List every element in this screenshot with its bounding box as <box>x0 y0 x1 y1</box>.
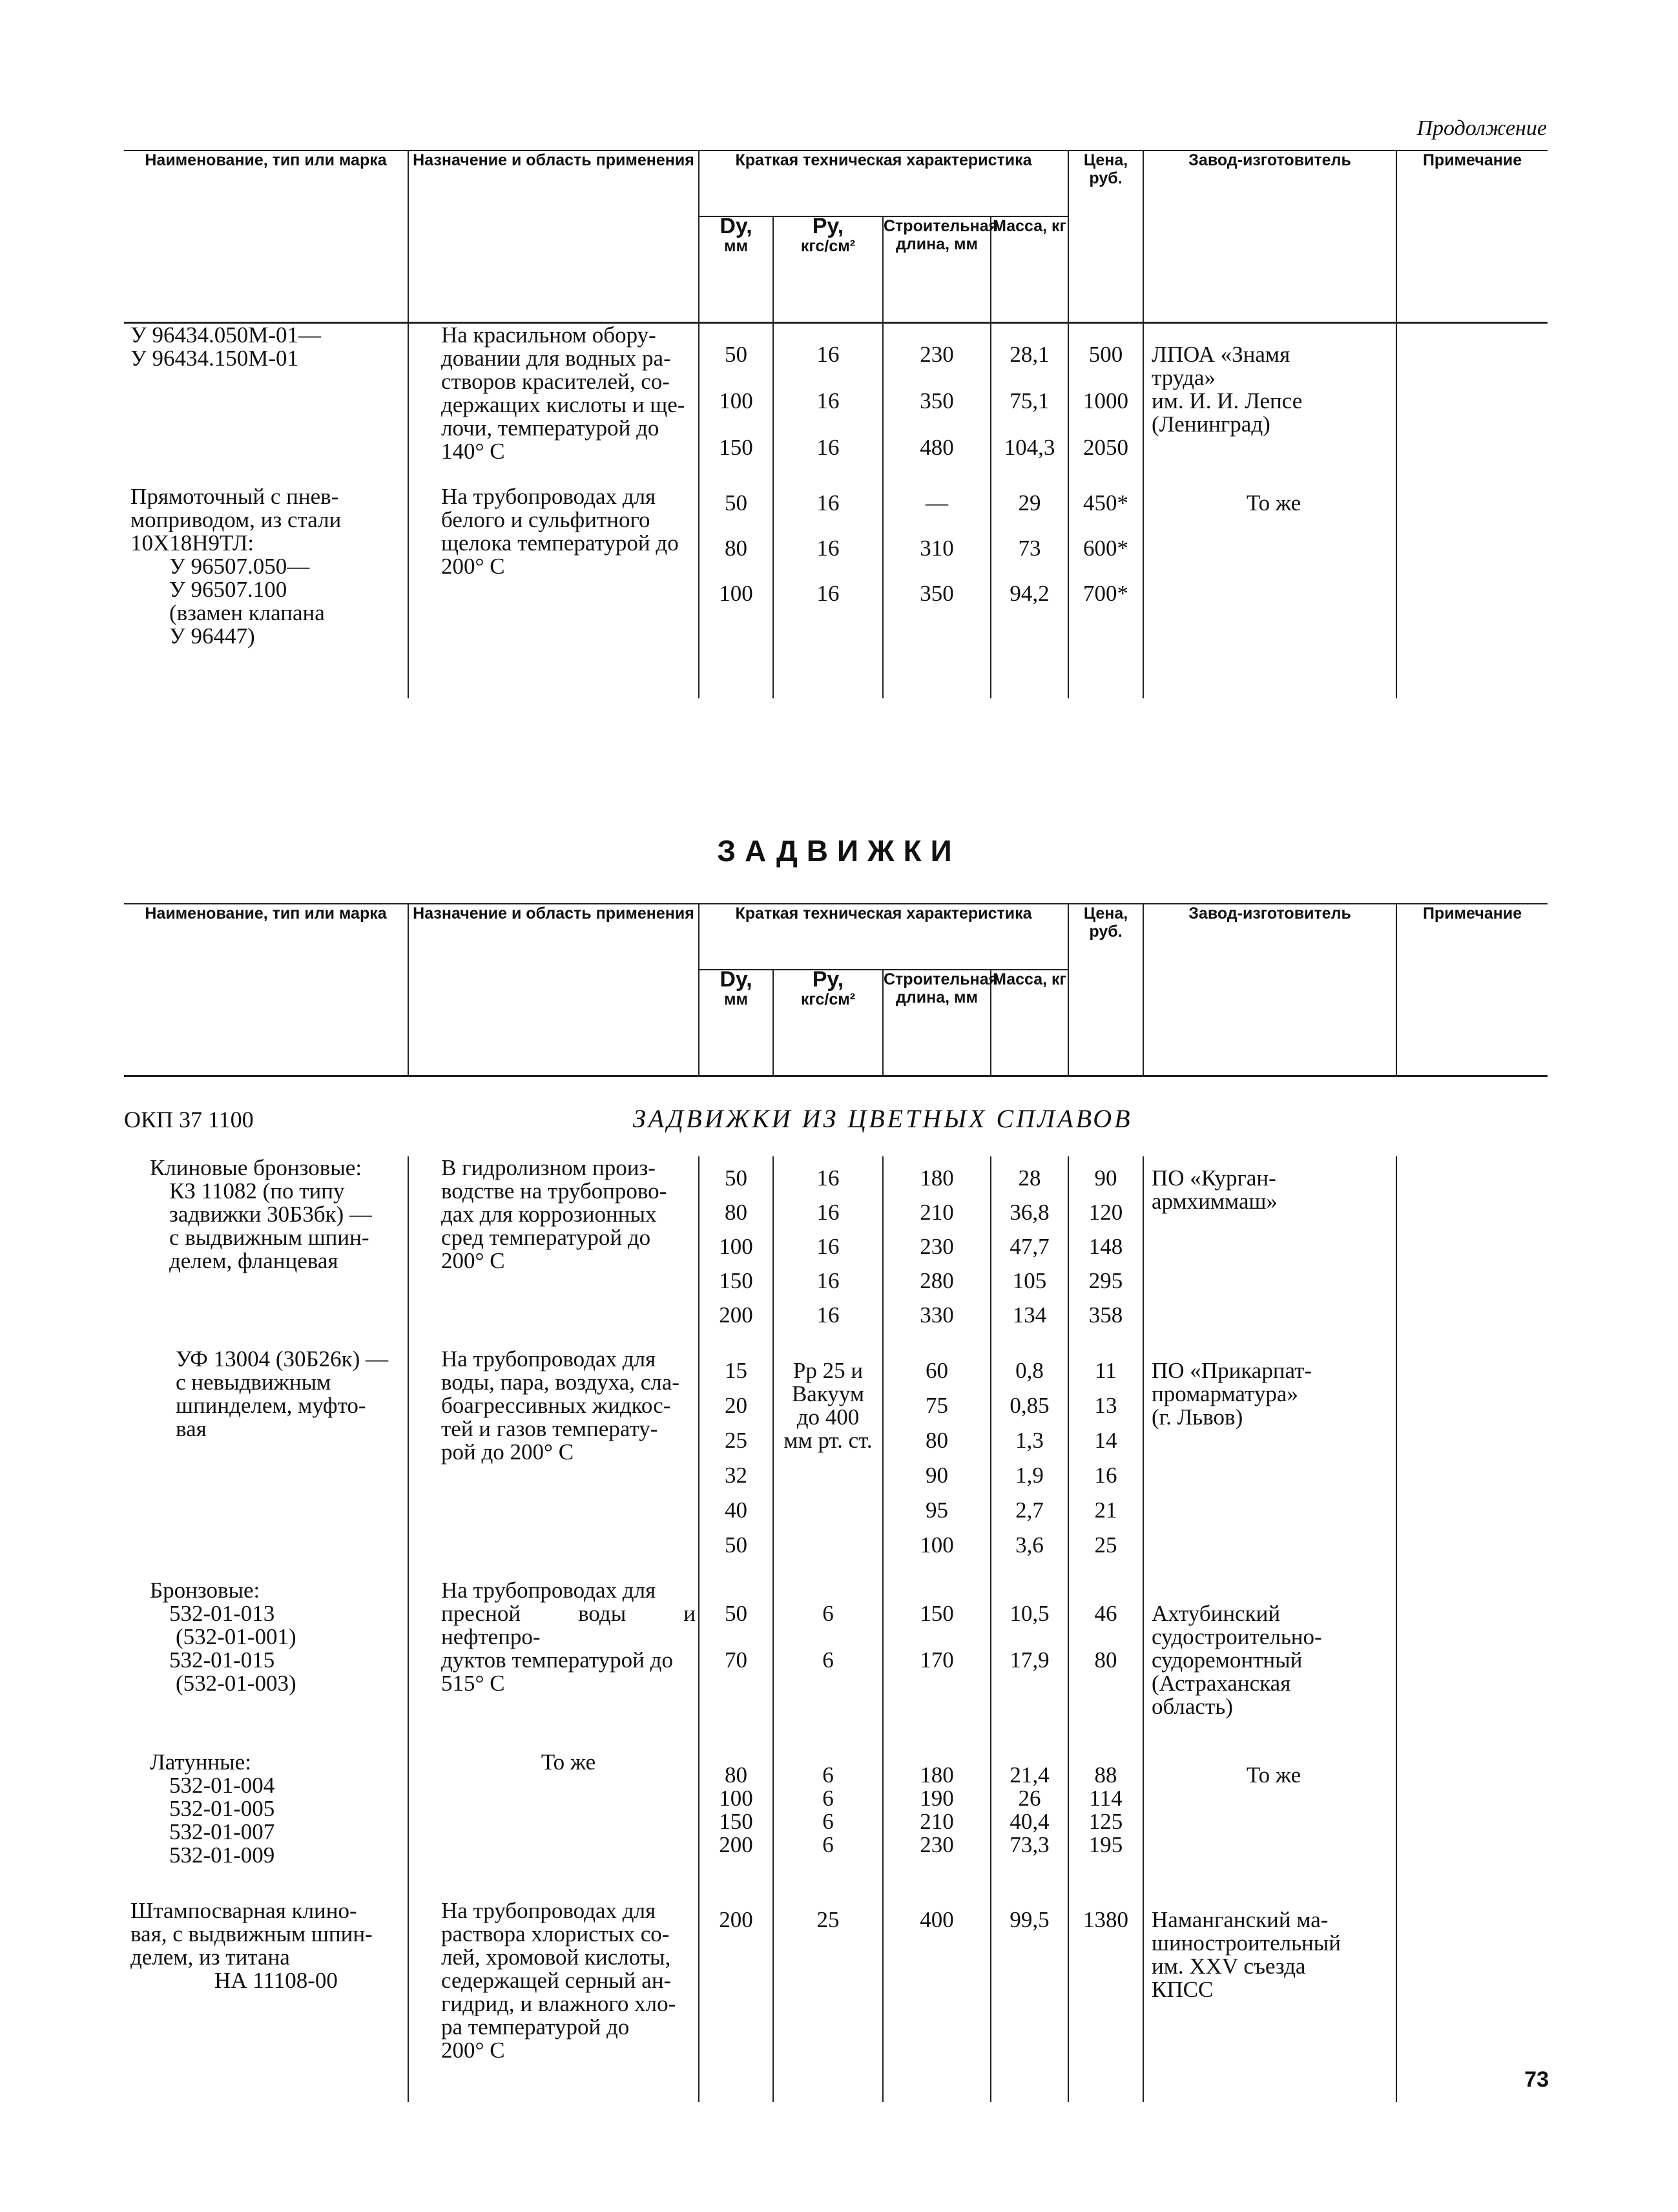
header-purpose: Назначение и область применения <box>408 904 699 1076</box>
length-value: 350 <box>920 581 954 606</box>
maker-cell <box>1143 1156 1396 1348</box>
name-value: Клиновые бронзовые: <box>150 1155 362 1180</box>
dy-cell <box>699 1751 773 1899</box>
mass-value: 105 <box>1012 1268 1047 1293</box>
purpose-value: пресной воды и нефтепро- <box>441 1601 696 1649</box>
length-value: 100 <box>920 1532 954 1558</box>
mass-value: 73,3 <box>1010 1832 1050 1857</box>
purpose-value: дуктов температурой до <box>441 1647 673 1673</box>
length-value: 90 <box>926 1463 948 1488</box>
name-value: с выдвижным шпин- <box>169 1225 369 1250</box>
maker-cell <box>1143 323 1396 486</box>
name-value: У 96434.150М-01 <box>130 346 299 371</box>
mass-value: 134 <box>1012 1302 1047 1328</box>
purpose-value: довании для водных ра- <box>441 346 671 371</box>
purpose-value: На трубопроводах для <box>441 1346 656 1372</box>
name-value: У 96447) <box>169 623 255 649</box>
name-value: 532-01-004 <box>169 1773 275 1798</box>
dy-value: 150 <box>719 1809 753 1834</box>
name-cell <box>124 1348 408 1579</box>
dy-value: 40 <box>725 1497 747 1523</box>
length-value: 480 <box>920 435 954 460</box>
mass-value: 17,9 <box>1010 1647 1050 1673</box>
mass-cell <box>991 1348 1068 1579</box>
section-title: ЗАДВИЖКИ <box>717 834 961 868</box>
dy-cell <box>699 323 773 486</box>
mass-value: 36,8 <box>1010 1200 1050 1225</box>
maker-value: КПСС <box>1152 1977 1214 2002</box>
length-value: 350 <box>920 388 954 413</box>
length-cell <box>883 485 991 698</box>
py-cell <box>773 485 883 698</box>
maker-value: Ахтубинский <box>1152 1601 1281 1626</box>
py-value: 16 <box>816 490 840 516</box>
maker-cell <box>1143 1751 1396 1899</box>
dy-value: 200 <box>719 1302 753 1328</box>
mass-value: 0,85 <box>1010 1393 1050 1418</box>
py-value: 6 <box>822 1832 834 1857</box>
price-cell <box>1068 1579 1143 1751</box>
name-value: У 96507.050— <box>169 554 310 579</box>
name-value: У 96434.050М-01— <box>130 322 322 348</box>
purpose-cell <box>408 1899 699 2102</box>
maker-value: (Астраханская <box>1152 1671 1291 1696</box>
table-row <box>124 1579 1548 1751</box>
purpose-value: воды, пара, воздуха, сла- <box>441 1370 679 1395</box>
header-price: Цена, руб. <box>1068 904 1143 1076</box>
purpose-value: ра температурой до <box>441 2014 630 2040</box>
header-py: Pу, кгс/см² <box>773 216 883 323</box>
price-cell <box>1068 1348 1143 1579</box>
purpose-value: боагрессивных жидкос- <box>441 1393 671 1418</box>
price-cell <box>1068 1156 1143 1348</box>
dy-value: 50 <box>725 490 747 516</box>
header-name: Наименование, тип или марка <box>124 904 408 1076</box>
py-value: 25 <box>816 1907 840 1932</box>
header-py: Pу, кгс/см² <box>773 970 883 1076</box>
mass-value: 73 <box>1018 536 1041 561</box>
mass-value: 0,8 <box>1015 1358 1044 1383</box>
price-value: 600* <box>1083 536 1129 561</box>
purpose-value: На трубопроводах для <box>441 1578 656 1603</box>
price-value: 114 <box>1089 1786 1123 1811</box>
name-value: Бронзовые: <box>150 1578 260 1603</box>
purpose-value: раствора хлористых со- <box>441 1921 670 1946</box>
mass-value: 10,5 <box>1010 1601 1050 1626</box>
mass-value: 26 <box>1018 1786 1041 1811</box>
maker-value: труда» <box>1152 365 1216 390</box>
length-cell <box>883 1579 991 1751</box>
purpose-value: 515° С <box>441 1671 505 1696</box>
dy-cell <box>699 1156 773 1348</box>
header-mass: Масса, кг <box>991 970 1068 1076</box>
purpose-value: водстве на трубопрово- <box>441 1178 667 1204</box>
name-cell <box>124 485 408 698</box>
mass-value: 99,5 <box>1010 1907 1050 1932</box>
price-value: 1000 <box>1083 388 1129 413</box>
dy-value: 20 <box>725 1393 747 1418</box>
purpose-value: лочи, температурой до <box>441 415 659 441</box>
name-value: шпинделем, муфто- <box>176 1393 366 1418</box>
price-cell <box>1068 1751 1143 1899</box>
table-row <box>124 1156 1548 1348</box>
dy-value: 100 <box>719 1234 753 1259</box>
length-value: 210 <box>920 1809 954 1834</box>
name-cell <box>124 1156 408 1348</box>
name-value: У 96507.100 <box>169 577 287 602</box>
purpose-value: рой до 200° С <box>441 1439 574 1465</box>
name-value: (532-01-001) <box>176 1624 296 1649</box>
py-value: 16 <box>816 536 840 561</box>
maker-value: ЛПОА «Знамя <box>1152 342 1290 367</box>
length-value: 190 <box>920 1786 954 1811</box>
purpose-value: белого и сульфитного <box>441 507 650 532</box>
py-value: 16 <box>816 342 840 367</box>
maker-value: судостроительно- <box>1152 1624 1322 1649</box>
header-tech-group: Краткая техническая характеристика <box>699 151 1068 216</box>
dy-value: 50 <box>725 1601 747 1626</box>
name-value: делем, из титана <box>130 1945 290 1970</box>
price-value: 125 <box>1088 1809 1123 1834</box>
purpose-value: гидрид, и влажного хло- <box>441 1991 676 2016</box>
length-value: 400 <box>920 1907 954 1932</box>
purpose-value: 140° С <box>441 439 505 464</box>
dy-cell <box>699 1899 773 2102</box>
name-value: 10Х18Н9ТЛ: <box>130 530 254 556</box>
name-value: задвижки 30Б3бк) — <box>169 1202 372 1227</box>
purpose-cell <box>408 1156 699 1348</box>
dy-value: 50 <box>725 1532 747 1558</box>
name-value: КЗ 11082 (по типу <box>169 1178 345 1204</box>
table-row <box>124 1899 1548 2102</box>
purpose-value: То же <box>541 1749 596 1775</box>
py-value: 16 <box>816 1165 840 1191</box>
py-cell <box>773 1899 883 2102</box>
length-value: 170 <box>920 1647 954 1673</box>
py-cell <box>773 1579 883 1751</box>
maker-value: им. XXV съезда <box>1152 1954 1306 1979</box>
header-dy: Dу, мм <box>699 970 773 1076</box>
py-value: 16 <box>816 1234 840 1259</box>
length-value: 180 <box>920 1165 954 1191</box>
header-maker: Завод-изготовитель <box>1143 904 1396 1076</box>
maker-value: шиностроительный <box>1152 1930 1341 1956</box>
header-tech-group: Краткая техническая характеристика <box>699 904 1068 970</box>
price-value: 14 <box>1094 1428 1117 1453</box>
price-value: 700* <box>1083 581 1129 606</box>
maker-value: область) <box>1152 1694 1233 1719</box>
dy-value: 32 <box>725 1463 747 1488</box>
valves-table <box>124 150 1548 698</box>
note-cell <box>1396 323 1548 486</box>
price-value: 21 <box>1094 1497 1117 1523</box>
mass-value: 2,7 <box>1015 1497 1044 1523</box>
mass-value: 75,1 <box>1010 388 1050 413</box>
gate-valves-body <box>124 1156 1548 2102</box>
maker-cell <box>1143 485 1396 698</box>
price-value: 1380 <box>1083 1907 1128 1932</box>
purpose-value: В гидролизном произ- <box>441 1155 656 1180</box>
name-value: вая, с выдвижным шпин- <box>130 1921 373 1946</box>
name-cell <box>124 1751 408 1899</box>
length-value: 230 <box>920 1832 954 1857</box>
price-value: 11 <box>1095 1358 1117 1383</box>
mass-value: 28,1 <box>1010 342 1050 367</box>
purpose-value: 200° С <box>441 2038 505 2063</box>
length-value: 210 <box>920 1200 954 1225</box>
maker-value: То же <box>1246 1762 1301 1788</box>
note-cell <box>1396 1751 1548 1899</box>
dy-value: 70 <box>725 1647 747 1673</box>
okp-code: ОКП 37 1100 <box>124 1107 254 1132</box>
dy-cell <box>699 1348 773 1579</box>
py-cell <box>773 323 883 486</box>
name-value: (532-01-003) <box>176 1671 296 1696</box>
price-value: 2050 <box>1083 435 1129 460</box>
py-cell <box>773 1156 883 1348</box>
mass-value: 3,6 <box>1015 1532 1044 1558</box>
dy-value: 80 <box>725 536 747 561</box>
py-value: до 400 <box>796 1404 860 1430</box>
price-value: 88 <box>1094 1762 1117 1788</box>
purpose-value: щелока температурой до <box>441 530 679 556</box>
header-note: Примечание <box>1396 904 1548 1076</box>
mass-cell <box>991 323 1068 486</box>
mass-cell <box>991 1751 1068 1899</box>
py-value: Pр 25 и <box>792 1358 864 1383</box>
purpose-cell <box>408 485 699 698</box>
length-value: 230 <box>920 342 954 367</box>
purpose-value: дах для коррозионных <box>441 1202 657 1227</box>
price-value: 195 <box>1088 1832 1123 1857</box>
py-value: 6 <box>822 1647 834 1673</box>
purpose-cell <box>408 323 699 486</box>
price-cell <box>1068 1899 1143 2102</box>
dy-value: 200 <box>719 1907 753 1932</box>
purpose-cell <box>408 1751 699 1899</box>
dy-value: 25 <box>725 1428 747 1453</box>
dy-value: 80 <box>725 1200 747 1225</box>
mass-value: 28 <box>1018 1165 1041 1191</box>
name-cell <box>124 1579 408 1751</box>
length-cell <box>883 1156 991 1348</box>
name-value: с невыдвижным <box>176 1370 331 1395</box>
purpose-value: 200° С <box>441 554 505 579</box>
py-cell <box>773 1751 883 1899</box>
gate-valves-table <box>124 903 1548 1077</box>
price-value: 148 <box>1088 1234 1123 1259</box>
dy-value: 150 <box>719 1268 753 1293</box>
length-value: 310 <box>920 536 954 561</box>
mass-value: 29 <box>1018 490 1041 516</box>
py-value: 16 <box>816 1268 840 1293</box>
header-dy: Dу, мм <box>699 216 773 323</box>
header-note: Примечание <box>1396 151 1548 323</box>
py-value: Вакуум <box>791 1381 865 1406</box>
length-value: 95 <box>926 1497 948 1523</box>
name-value: Прямоточный с пнев- <box>130 484 339 509</box>
length-value: 75 <box>926 1393 948 1418</box>
name-value: 532-01-015 <box>169 1647 275 1673</box>
table-row <box>124 485 1548 698</box>
py-value: мм рт. ст. <box>783 1428 873 1453</box>
maker-value: промарматура» <box>1152 1381 1298 1406</box>
purpose-value: седержащей серный ан- <box>441 1968 672 1993</box>
mass-value: 104,3 <box>1004 435 1055 460</box>
mass-value: 47,7 <box>1010 1234 1050 1259</box>
purpose-value: сред температурой до <box>441 1225 651 1250</box>
maker-cell <box>1143 1579 1396 1751</box>
name-value: делем, фланцевая <box>169 1248 338 1273</box>
mass-cell <box>991 1156 1068 1348</box>
mass-cell <box>991 485 1068 698</box>
maker-value: им. И. И. Лепсе <box>1152 388 1303 413</box>
subsection-title: ЗАДВИЖКИ ИЗ ЦВЕТНЫХ СПЛАВОВ <box>633 1104 1133 1133</box>
header-name: Наименование, тип или марка <box>124 151 408 323</box>
name-value: (взамен клапана <box>169 600 325 625</box>
dy-value: 100 <box>719 1786 753 1811</box>
note-cell <box>1396 1579 1548 1751</box>
name-cell <box>124 323 408 486</box>
header-mass: Масса, кг <box>991 216 1068 323</box>
name-value: Латунные: <box>150 1749 251 1775</box>
note-cell <box>1396 1348 1548 1579</box>
dy-value: 80 <box>725 1762 747 1788</box>
length-value: 80 <box>926 1428 948 1453</box>
table-row <box>124 1348 1548 1579</box>
continuation-label: Продолжение <box>1416 116 1547 140</box>
name-value: 532-01-007 <box>169 1819 275 1844</box>
length-value: 230 <box>920 1234 954 1259</box>
price-value: 358 <box>1088 1302 1123 1328</box>
header-purpose: Назначение и область применения <box>408 151 699 323</box>
maker-value: То же <box>1246 490 1301 516</box>
name-value: Штампосварная клино- <box>130 1898 357 1923</box>
dy-value: 200 <box>719 1832 753 1857</box>
name-cell <box>124 1899 408 2102</box>
purpose-value: держащих кислоты и ще- <box>441 392 685 417</box>
purpose-cell <box>408 1579 699 1751</box>
header-maker: Завод-изготовитель <box>1143 151 1396 323</box>
py-value: 6 <box>822 1762 834 1788</box>
price-value: 120 <box>1088 1200 1123 1225</box>
purpose-value: На трубопроводах для <box>441 484 656 509</box>
maker-cell <box>1143 1348 1396 1579</box>
name-value: моприводом, из стали <box>130 507 342 532</box>
maker-value: Наманганский ма- <box>1152 1907 1329 1932</box>
purpose-value: лей, хромовой кислоты, <box>441 1945 671 1970</box>
maker-value: (Ленинград) <box>1152 412 1270 437</box>
header-length: Строительная длина, мм <box>883 216 991 323</box>
mass-value: 21,4 <box>1010 1762 1050 1788</box>
price-value: 90 <box>1094 1165 1117 1191</box>
header-length: Строительная длина, мм <box>883 970 991 1076</box>
price-cell <box>1068 323 1143 486</box>
purpose-value: На трубопроводах для <box>441 1898 656 1923</box>
price-value: 16 <box>1094 1463 1117 1488</box>
dy-cell <box>699 485 773 698</box>
length-value: 180 <box>920 1762 954 1788</box>
dy-value: 100 <box>719 388 753 413</box>
name-value: вая <box>176 1416 207 1441</box>
py-value: 6 <box>822 1786 834 1811</box>
length-value: 330 <box>920 1302 954 1328</box>
name-value: 532-01-013 <box>169 1601 275 1626</box>
name-value: НА 11108-00 <box>214 1968 338 1993</box>
mass-value: 94,2 <box>1010 581 1050 606</box>
py-value: 16 <box>816 581 840 606</box>
py-value: 16 <box>816 1200 840 1225</box>
dy-value: 50 <box>725 1165 747 1191</box>
maker-value: ПО «Курган- <box>1152 1165 1276 1191</box>
purpose-cell <box>408 1348 699 1579</box>
price-cell <box>1068 485 1143 698</box>
header-price: Цена, руб. <box>1068 151 1143 323</box>
dy-value: 100 <box>719 581 753 606</box>
note-cell <box>1396 1156 1548 1348</box>
maker-value: ПО «Прикарпат- <box>1152 1358 1312 1383</box>
note-cell <box>1396 485 1548 698</box>
dy-value: 15 <box>725 1358 747 1383</box>
mass-value: 40,4 <box>1010 1809 1050 1834</box>
price-value: 295 <box>1088 1268 1123 1293</box>
price-value: 46 <box>1094 1601 1117 1626</box>
dy-cell <box>699 1579 773 1751</box>
dy-value: 50 <box>725 342 747 367</box>
py-value: 6 <box>822 1601 834 1626</box>
mass-value: 1,3 <box>1015 1428 1044 1453</box>
price-value: 500 <box>1088 342 1123 367</box>
name-value: 532-01-005 <box>169 1796 275 1821</box>
py-cell <box>773 1348 883 1579</box>
purpose-value: тей и газов температу- <box>441 1416 658 1441</box>
table-row <box>124 323 1548 486</box>
length-value: — <box>926 490 948 516</box>
py-value: 16 <box>816 388 840 413</box>
mass-cell <box>991 1899 1068 2102</box>
name-value: УФ 13004 (30Б26к) — <box>176 1346 388 1372</box>
price-value: 80 <box>1094 1647 1117 1673</box>
maker-value: (г. Львов) <box>1152 1404 1243 1430</box>
name-value: 532-01-009 <box>169 1842 275 1868</box>
length-value: 280 <box>920 1268 954 1293</box>
purpose-value: 200° С <box>441 1248 505 1273</box>
mass-value: 1,9 <box>1015 1463 1044 1488</box>
purpose-value: На красильном обору- <box>441 322 656 348</box>
price-value: 450* <box>1083 490 1129 516</box>
length-value: 60 <box>926 1358 948 1383</box>
dy-value: 150 <box>719 435 753 460</box>
mass-cell <box>991 1579 1068 1751</box>
length-cell <box>883 1348 991 1579</box>
maker-cell <box>1143 1899 1396 2102</box>
price-value: 13 <box>1094 1393 1117 1418</box>
table-row <box>124 1751 1548 1899</box>
page-number: 73 <box>1524 2067 1549 2092</box>
py-value: 16 <box>816 435 840 460</box>
maker-value: армхиммаш» <box>1152 1189 1278 1214</box>
length-value: 150 <box>920 1601 954 1626</box>
py-value: 16 <box>816 1302 840 1328</box>
length-cell <box>883 323 991 486</box>
price-value: 25 <box>1094 1532 1117 1558</box>
purpose-value: створов красителей, со- <box>441 369 670 394</box>
py-value: 6 <box>822 1809 834 1834</box>
length-cell <box>883 1899 991 2102</box>
maker-value: судоремонтный <box>1152 1647 1303 1673</box>
length-cell <box>883 1751 991 1899</box>
